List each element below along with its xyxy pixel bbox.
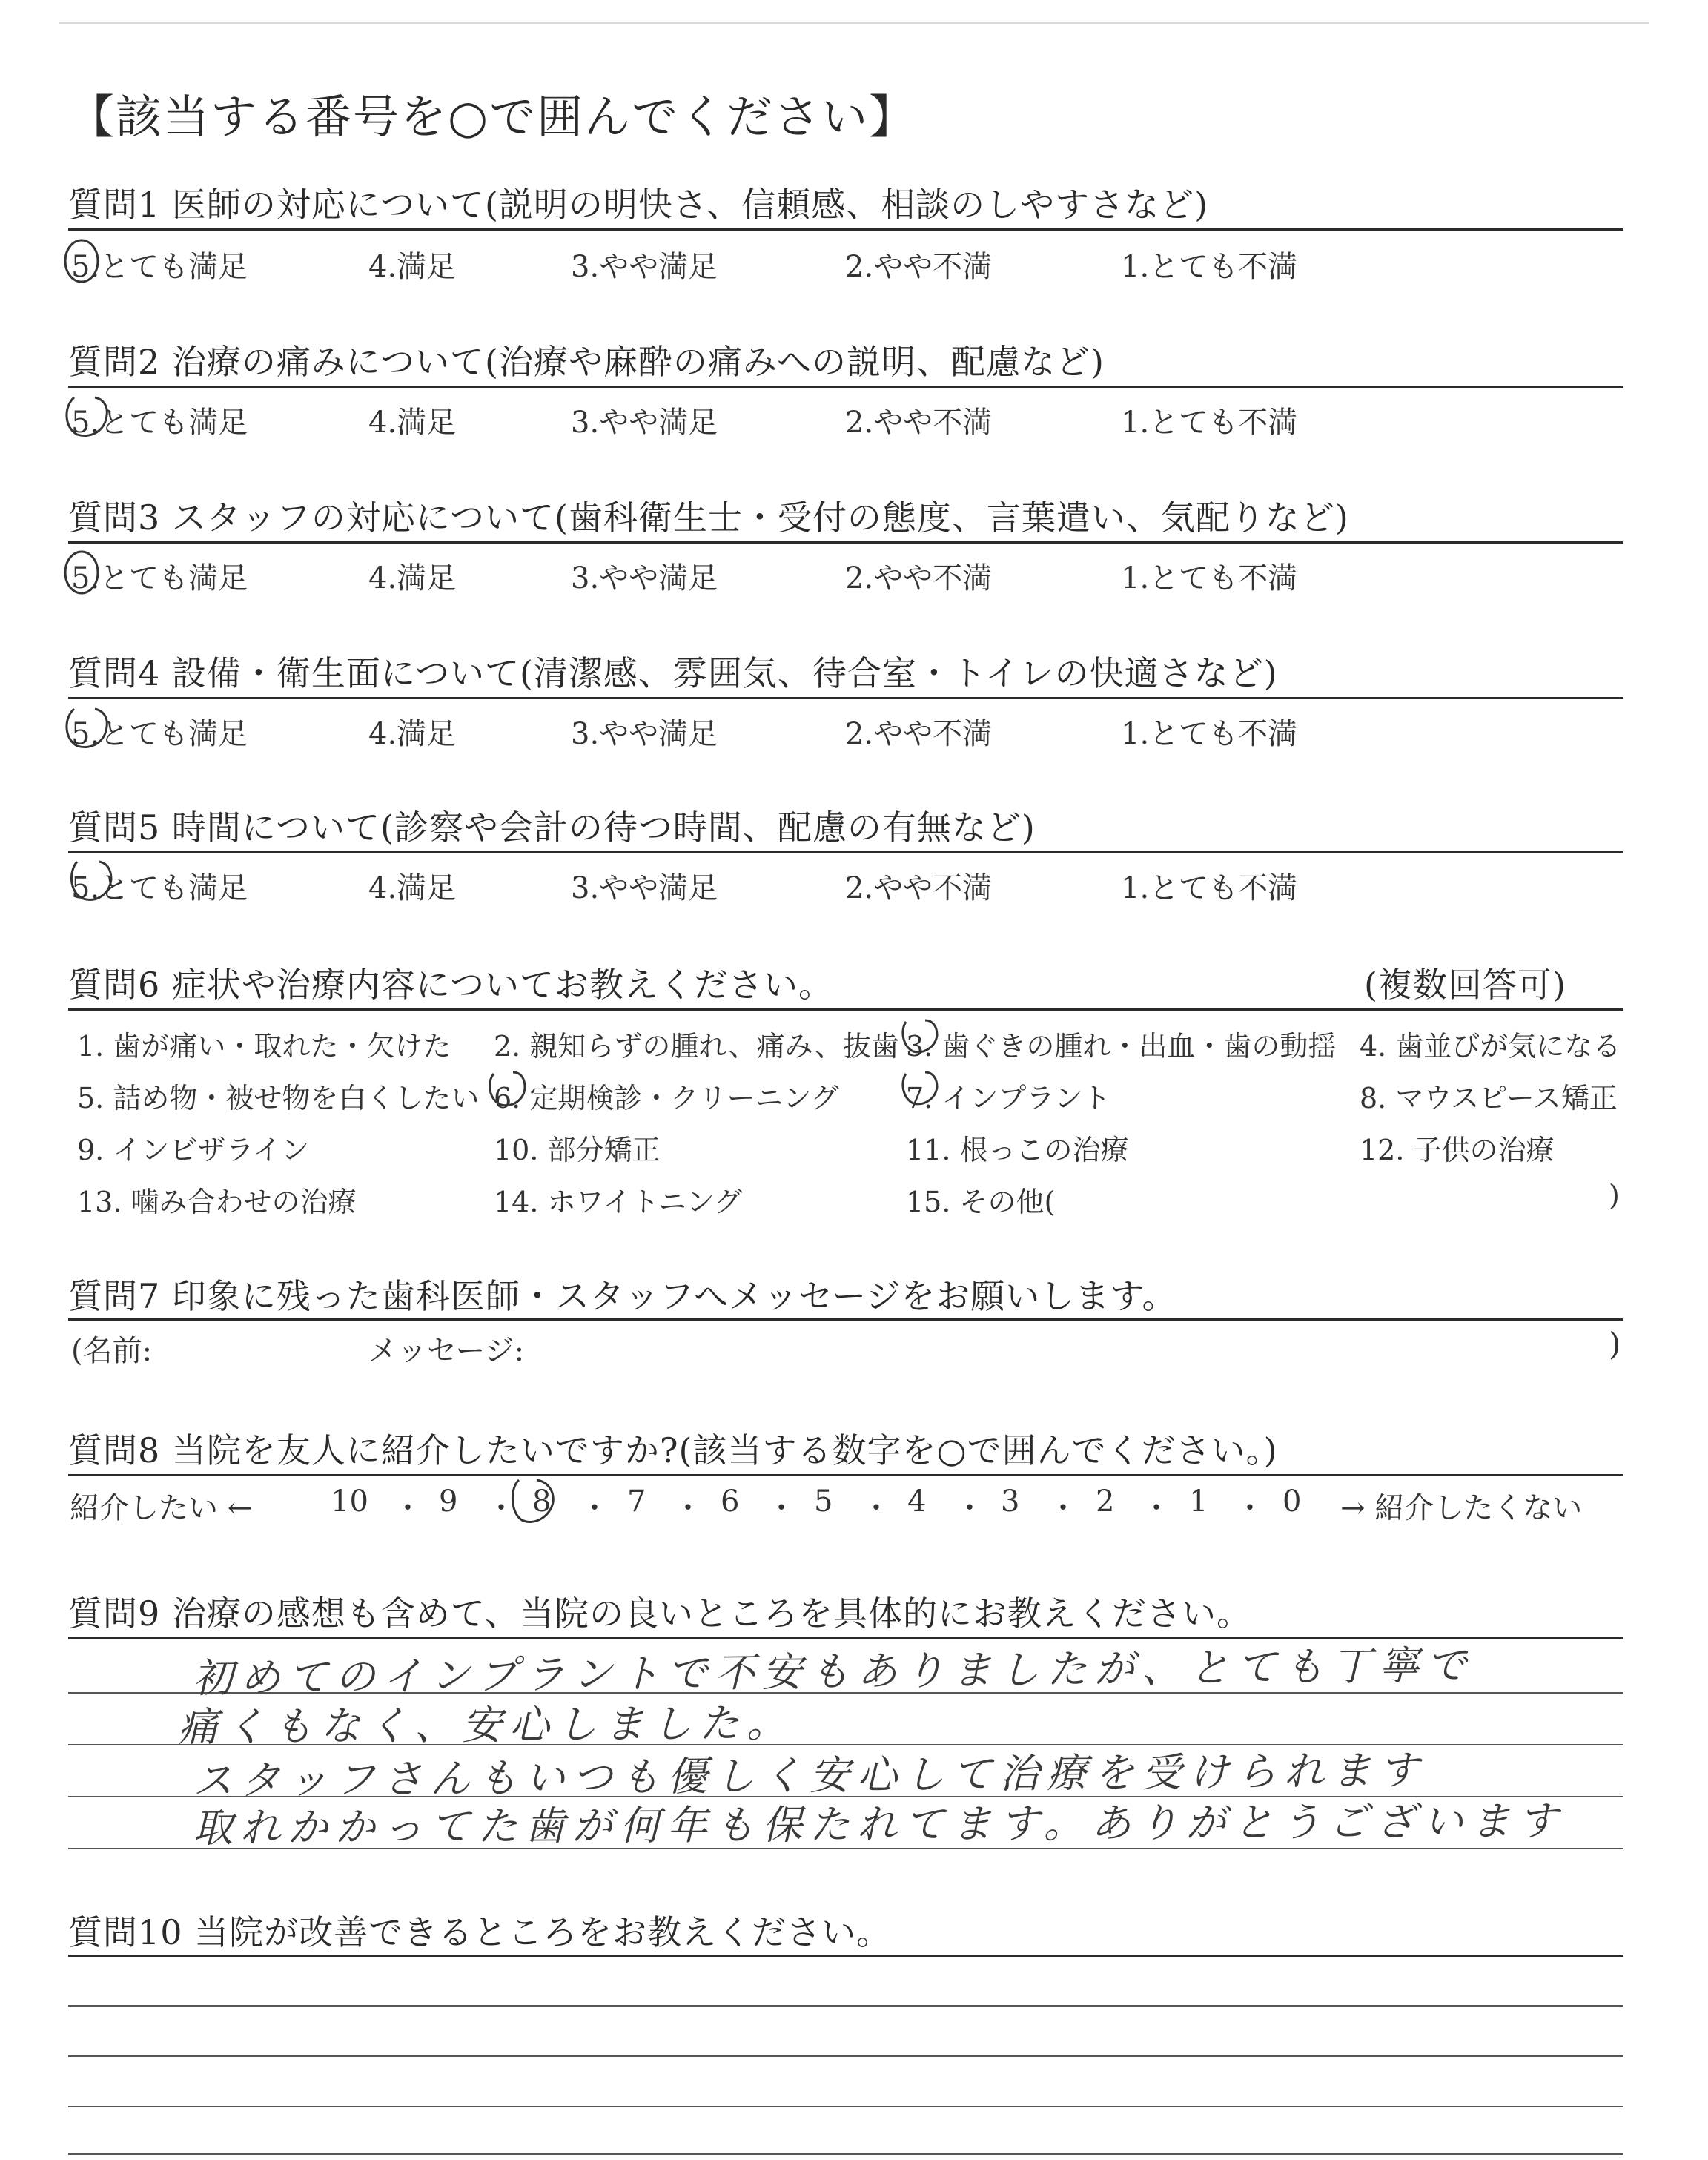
q6-item-5[interactable]: 5. 詰め物・被せ物を白くしたい xyxy=(77,1082,480,1114)
q6-item-11[interactable]: 11. 根っこの治療 xyxy=(906,1134,1129,1166)
question-1-rule xyxy=(68,228,1623,231)
question-9-title: 質問9 治療の感想も含めて、当院の良いところを具体的にお教えください。 xyxy=(68,1593,1251,1634)
q8-scale-3[interactable]: 3 xyxy=(1001,1484,1020,1519)
q7-close-paren: ) xyxy=(1609,1326,1621,1362)
q3-option-1[interactable]: 1.とても不満 xyxy=(1121,561,1298,595)
q4-option-2[interactable]: 2.やや不満 xyxy=(845,717,993,751)
q3-option-3[interactable]: 3.やや満足 xyxy=(571,561,718,595)
q3-option-2[interactable]: 2.やや不満 xyxy=(845,561,993,595)
q9-answer-line-2: 痛くもなく、安心しました。 xyxy=(177,1700,795,1751)
question-10-rule-1 xyxy=(68,1955,1623,1957)
question-10-title: 質問10 当院が改善できるところをお教えください。 xyxy=(68,1912,892,1952)
question-8-rule xyxy=(68,1474,1623,1476)
q1-option-5[interactable]: 5.とても満足 xyxy=(71,250,248,284)
q8-scale-6[interactable]: 6 xyxy=(721,1484,740,1519)
q8-left-label: 紹介したい ← xyxy=(70,1491,253,1525)
q6-item-7[interactable]: 7. インプラント xyxy=(906,1082,1111,1114)
q8-scale-dot: ・ xyxy=(861,1491,891,1525)
q6-item-13[interactable]: 13. 噛み合わせの治療 xyxy=(77,1186,357,1218)
q1-option-4[interactable]: 4.満足 xyxy=(368,250,457,284)
q4-option-4[interactable]: 4.満足 xyxy=(368,717,457,751)
q8-scale-2[interactable]: 2 xyxy=(1096,1484,1115,1519)
q3-option-5[interactable]: 5.とても満足 xyxy=(71,561,248,595)
q6-item-1[interactable]: 1. 歯が痛い・取れた・欠けた xyxy=(77,1030,451,1063)
q7-name-label: (名前: xyxy=(71,1334,153,1368)
q9-answer-line-4: 取れかかってた歯が何年も保たれてます。ありがとうございます xyxy=(192,1797,1566,1852)
q8-scale-0[interactable]: 0 xyxy=(1282,1484,1302,1519)
q8-scale-dot: ・ xyxy=(393,1491,423,1525)
q4-option-5[interactable]: 5.とても満足 xyxy=(71,717,248,751)
question-7-title: 質問7 印象に残った歯科医師・スタッフへメッセージをお願いします。 xyxy=(68,1276,1177,1316)
q7-message-label: メッセージ: xyxy=(368,1334,525,1368)
question-3-rule xyxy=(68,541,1623,544)
q6-item-8[interactable]: 8. マウスピース矯正 xyxy=(1360,1082,1618,1114)
q8-scale-5[interactable]: 5 xyxy=(814,1484,833,1519)
q9-answer-line-3: スタッフさんもいつも優しく安心して治療を受けられます xyxy=(192,1746,1427,1805)
q4-option-1[interactable]: 1.とても不満 xyxy=(1121,717,1298,751)
q9-answer-line-1: 初めてのインプラントで不安もありましたが、とても丁寧で xyxy=(192,1641,1474,1702)
q8-scale-4[interactable]: 4 xyxy=(907,1484,927,1519)
q8-scale-10[interactable]: 10 xyxy=(331,1484,368,1519)
form-instruction: 【該当する番号を○で囲んでください】 xyxy=(68,90,917,144)
q8-scale-dot: ・ xyxy=(486,1491,516,1525)
question-4-title: 質問4 設備・衛生面について(清潔感、雰囲気、待合室・トイレの快適さなど) xyxy=(68,653,1278,693)
q6-item-15[interactable]: 15. その他( xyxy=(906,1186,1056,1218)
q6-item-10[interactable]: 10. 部分矯正 xyxy=(494,1134,661,1166)
q2-option-5[interactable]: 5.とても満足 xyxy=(71,406,248,440)
question-2-rule xyxy=(68,386,1623,388)
question-6-title: 質問6 症状や治療内容についてお教えください。 xyxy=(68,965,833,1005)
q8-scale-dot: ・ xyxy=(955,1491,984,1525)
q4-option-3[interactable]: 3.やや満足 xyxy=(571,717,718,751)
q6-item-14[interactable]: 14. ホワイトニング xyxy=(494,1186,743,1218)
q8-right-label: → 紹介したくない xyxy=(1340,1491,1583,1525)
q5-option-4[interactable]: 4.満足 xyxy=(368,871,457,905)
q6-item-2[interactable]: 2. 親知らずの腫れ、痛み、抜歯 xyxy=(494,1030,899,1063)
question-5-title: 質問5 時間について(診察や会計の待つ時間、配慮の有無など) xyxy=(68,807,1036,848)
q8-scale-dot: ・ xyxy=(1235,1491,1265,1525)
question-3-title: 質問3 スタッフの対応について(歯科衛生士・受付の態度、言葉遣い、気配りなど) xyxy=(68,498,1349,538)
question-2-title: 質問2 治療の痛みについて(治療や麻酔の痛みへの説明、配慮など) xyxy=(68,342,1105,382)
question-10-rule-4 xyxy=(68,2106,1623,2107)
q8-scale-dot: ・ xyxy=(673,1491,703,1525)
q3-option-4[interactable]: 4.満足 xyxy=(368,561,457,595)
question-6-rule xyxy=(68,1008,1623,1011)
q5-option-3[interactable]: 3.やや満足 xyxy=(571,871,718,905)
q6-item-12[interactable]: 12. 子供の治療 xyxy=(1360,1134,1555,1166)
question-7-rule xyxy=(68,1318,1623,1321)
q2-option-3[interactable]: 3.やや満足 xyxy=(571,406,718,440)
question-10-rule-2 xyxy=(68,2005,1623,2007)
q6-item-4[interactable]: 4. 歯並びが気になる xyxy=(1360,1030,1621,1063)
q8-scale-dot: ・ xyxy=(767,1491,796,1525)
q1-option-1[interactable]: 1.とても不満 xyxy=(1121,250,1298,284)
q5-option-2[interactable]: 2.やや不満 xyxy=(845,871,993,905)
q1-option-3[interactable]: 3.やや満足 xyxy=(571,250,718,284)
q8-scale-1[interactable]: 1 xyxy=(1189,1484,1208,1519)
q8-scale-8[interactable]: 8 xyxy=(532,1484,552,1519)
q2-option-4[interactable]: 4.満足 xyxy=(368,406,457,440)
q8-scale-dot: ・ xyxy=(1142,1491,1171,1525)
top-border xyxy=(59,22,1649,24)
q8-scale-dot: ・ xyxy=(1048,1491,1078,1525)
q1-option-2[interactable]: 2.やや不満 xyxy=(845,250,993,284)
q2-option-2[interactable]: 2.やや不満 xyxy=(845,406,993,440)
q6-item-6[interactable]: 6. 定期検診・クリーニング xyxy=(494,1082,839,1114)
q5-option-5[interactable]: 5.とても満足 xyxy=(71,871,248,905)
question-6-note: (複数回答可) xyxy=(1364,965,1566,1005)
q6-other-close-paren: ) xyxy=(1609,1179,1620,1212)
q8-scale-7[interactable]: 7 xyxy=(627,1484,646,1519)
question-1-title: 質問1 医師の対応について(説明の明快さ、信頼感、相談のしやすさなど) xyxy=(68,185,1209,225)
q5-option-1[interactable]: 1.とても不満 xyxy=(1121,871,1298,905)
question-4-rule xyxy=(68,697,1623,699)
q6-item-3[interactable]: 3. 歯ぐきの腫れ・出血・歯の動揺 xyxy=(906,1030,1337,1063)
question-5-rule xyxy=(68,851,1623,853)
q6-item-9[interactable]: 9. インビザライン xyxy=(77,1134,310,1166)
question-10-rule-5 xyxy=(68,2153,1623,2155)
q2-option-1[interactable]: 1.とても不満 xyxy=(1121,406,1298,440)
q8-scale-dot: ・ xyxy=(580,1491,609,1525)
question-10-rule-3 xyxy=(68,2055,1623,2057)
question-8-title: 質問8 当院を友人に紹介したいですか?(該当する数字を○で囲んでください。) xyxy=(68,1430,1278,1470)
q8-scale-9[interactable]: 9 xyxy=(439,1484,458,1519)
